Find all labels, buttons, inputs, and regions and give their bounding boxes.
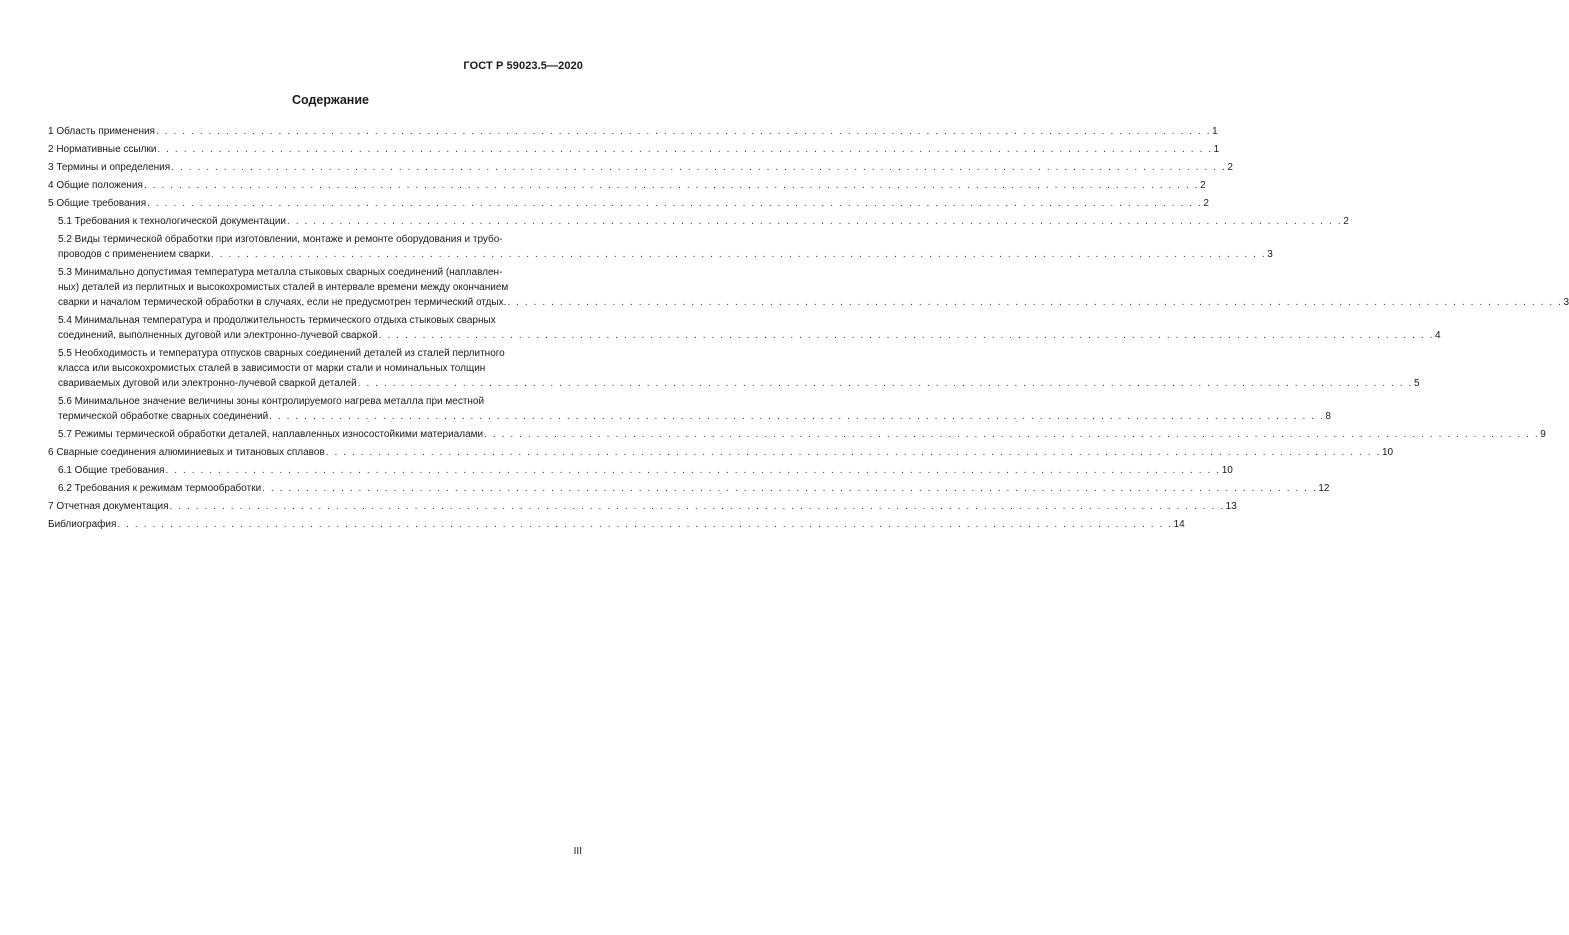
page-title: Содержание: [291, 93, 369, 107]
toc-page-number: 2: [1200, 180, 1206, 191]
dot-leader: . . . . . . . . . . . . . . . . . . . . . . . . . . . . . . . . . . . . . . . . . . . . . . . . . . . . . . . . . . . . . . . . . . . . . . . . . . . . . . . . . . . . . . . . . . . . . . . . . . . . . . . . . . . . . . . . . . . . . . . . .: [147, 198, 1203, 209]
dot-leader: . . . . . . . . . . . . . . . . . . . . . . . . . . . . . . . . . . . . . . . . . . . . . . . . . . . . . . . . . . . . . . . . . . . . . . . . . . . . . . . . . . . . . . . . . . . . . . . . . . . . . . . . . . . . . . . . . . . . . . . . .: [157, 144, 1213, 155]
toc-entry-title: 6.2 Требования к режимам термообработки: [58, 483, 262, 494]
toc-entry-lastline: [48, 142, 1220, 157]
toc-entry[interactable]: [48, 265, 1569, 310]
dot-leader: . . . . . . . . . . . . . . . . . . . . . . . . . . . . . . . . . . . . . . . . . . . . . . . . . . . . . . . . . . . . . . . . . . . . . . . . . . . . . . . . . . . . . . . . . . . . . . . . . . . . . . . . . . . . . . . . . . . . . . . . .: [155, 126, 1212, 137]
toc-entry[interactable]: [48, 178, 1206, 193]
toc-entry-title: 4 Общие положения: [48, 180, 143, 191]
toc-entry-lastline: [48, 196, 1209, 211]
toc-entry-lastline: [48, 499, 1237, 514]
dot-leader: . . . . . . . . . . . . . . . . . . . . . . . . . . . . . . . . . . . . . . . . . . . . . . . . . . . . . . . . . . . . . . . . . . . . . . . . . . . . . . . . . . . . . . . . . . . . . . . . . . . . . . . . . . . . . . . . . . . . . . . . .: [262, 483, 1318, 494]
dot-leader: . . . . . . . . . . . . . . . . . . . . . . . . . . . . . . . . . . . . . . . . . . . . . . . . . . . . . . . . . . . . . . . . . . . . . . . . . . . . . . . . . . . . . . . . . . . . . . . . . . . . . . . . . . . . . . . . . . . . . . . . .: [171, 162, 1227, 173]
toc-entry-title: сварки и началом термической обработки в случаях, если не предусмотрен термический отдых.: [58, 297, 507, 308]
toc-page-number: 3: [1267, 249, 1273, 260]
toc-entry[interactable]: [48, 313, 1441, 343]
toc-entry[interactable]: [48, 499, 1237, 514]
dot-leader: . . . . . . . . . . . . . . . . . . . . . . . . . . . . . . . . . . . . . . . . . . . . . . . . . . . . . . . . . . . . . . . . . . . . . . . . . . . . . . . . . . . . . . . . . . . . . . . . . . . . . . . . . . . . . . . . . . . . . . . . .: [507, 297, 1563, 308]
toc-entry-line: 5.2 Виды термической обработки при изготовлении, монтаже и ремонте оборудования и трубо-: [58, 234, 503, 245]
toc-entry-lastline: [58, 481, 1330, 496]
toc-entry[interactable]: [48, 427, 1546, 442]
dot-leader: . . . . . . . . . . . . . . . . . . . . . . . . . . . . . . . . . . . . . . . . . . . . . . . . . . . . . . . . . . . . . . . . . . . . . . . . . . . . . . . . . . . . . . . . . . . . . . . . . . . . . . . . . . . . . . . . . . . . . . . . .: [287, 216, 1343, 227]
toc-page-number: 2: [1227, 162, 1233, 173]
toc-page-number: 12: [1318, 483, 1330, 494]
dot-leader: . . . . . . . . . . . . . . . . . . . . . . . . . . . . . . . . . . . . . . . . . . . . . . . . . . . . . . . . . . . . . . . . . . . . . . . . . . . . . . . . . . . . . . . . . . . . . . . . . . . . . . . . . . . . . . . . . . . . . . . . .: [165, 465, 1221, 476]
toc-entry-title: 5.7 Режимы термической обработки деталей, наплавленных износостойкими материалами: [58, 429, 484, 440]
toc-entry-title: соединений, выполненных дуговой или электронно-лучевой сваркой: [58, 330, 378, 341]
toc-entry-lastline: [48, 124, 1218, 139]
toc-page-number: 1: [1213, 144, 1220, 155]
toc-entry-title: свариваемых дуговой или электронно-лучевой сваркой деталей: [58, 378, 357, 389]
table-of-contents: [48, 124, 1569, 535]
toc-page-number: 4: [1434, 330, 1441, 341]
toc-entry-title: 3 Термины и определения: [48, 162, 171, 173]
dot-leader: . . . . . . . . . . . . . . . . . . . . . . . . . . . . . . . . . . . . . . . . . . . . . . . . . . . . . . . . . . . . . . . . . . . . . . . . . . . . . . . . . . . . . . . . . . . . . . . . . . . . . . . . . . . . . . . . . . . . . . . . .: [143, 180, 1200, 191]
toc-page-number: 8: [1325, 411, 1331, 422]
dot-leader: . . . . . . . . . . . . . . . . . . . . . . . . . . . . . . . . . . . . . . . . . . . . . . . . . . . . . . . . . . . . . . . . . . . . . . . . . . . . . . . . . . . . . . . . . . . . . . . . . . . . . . . . . . . . . . . . . . . . . . . . .: [378, 330, 1434, 341]
dot-leader: . . . . . . . . . . . . . . . . . . . . . . . . . . . . . . . . . . . . . . . . . . . . . . . . . . . . . . . . . . . . . . . . . . . . . . . . . . . . . . . . . . . . . . . . . . . . . . . . . . . . . . . . . . . . . . . . . . . . . . . . .: [269, 411, 1325, 422]
toc-entry-title: 2 Нормативные ссылки: [48, 144, 157, 155]
toc-entry-title: Библиография: [48, 519, 117, 530]
toc-page-number: 3: [1563, 297, 1569, 308]
dot-leader: . . . . . . . . . . . . . . . . . . . . . . . . . . . . . . . . . . . . . . . . . . . . . . . . . . . . . . . . . . . . . . . . . . . . . . . . . . . . . . . . . . . . . . . . . . . . . . . . . . . . . . . . . . . . . . . . . . . . . . . . .: [211, 249, 1267, 260]
toc-entry-title: 1 Область применения: [48, 126, 155, 137]
toc-entry-title: термической обработке сварных соединений: [58, 411, 269, 422]
toc-entry-title: 5 Общие требования: [48, 198, 147, 209]
toc-entry-line: 5.3 Минимально допустимая температура металла стыковых сварных соединений (наплавлен-: [58, 267, 503, 278]
toc-entry[interactable]: [48, 124, 1218, 139]
toc-entry-lastline: [58, 295, 1569, 310]
toc-entry[interactable]: [48, 394, 1331, 424]
toc-entry-title: проводов с применением сварки: [58, 249, 211, 260]
toc-page-number: 9: [1540, 429, 1546, 440]
toc-entry-lastline: [48, 160, 1233, 175]
dot-leader: . . . . . . . . . . . . . . . . . . . . . . . . . . . . . . . . . . . . . . . . . . . . . . . . . . . . . . . . . . . . . . . . . . . . . . . . . . . . . . . . . . . . . . . . . . . . . . . . . . . . . . . . . . . . . . . . . . . . . . . . .: [484, 429, 1540, 440]
toc-entry-lastline: [58, 376, 1420, 391]
toc-entry[interactable]: [48, 517, 1185, 532]
dot-leader: . . . . . . . . . . . . . . . . . . . . . . . . . . . . . . . . . . . . . . . . . . . . . . . . . . . . . . . . . . . . . . . . . . . . . . . . . . . . . . . . . . . . . . . . . . . . . . . . . . . . . . . . . . . . . . . . . . . . . . . . .: [117, 519, 1173, 530]
toc-page-number: 5: [1413, 378, 1420, 389]
document-code: ГОСТ Р 59023.5—2020: [463, 60, 583, 72]
toc-entry-title: 5.1 Требования к технологической документации: [58, 216, 287, 227]
toc-entry-lastline: [58, 328, 1441, 343]
toc-page-number: 10: [1381, 447, 1394, 458]
toc-entry-lastline: [48, 445, 1394, 460]
toc-entry-title: 6.1 Общие требования: [58, 465, 165, 476]
toc-entry[interactable]: [48, 160, 1233, 175]
toc-entry-lastline: [58, 427, 1546, 442]
toc-entry-lastline: [48, 178, 1206, 193]
toc-entry-line: 5.5 Необходимость и температура отпусков сварных соединений деталей из сталей перлитного: [58, 348, 505, 359]
toc-entry[interactable]: [48, 463, 1233, 478]
dot-leader: . . . . . . . . . . . . . . . . . . . . . . . . . . . . . . . . . . . . . . . . . . . . . . . . . . . . . . . . . . . . . . . . . . . . . . . . . . . . . . . . . . . . . . . . . . . . . . . . . . . . . . . . . . . . . . . . . . . . . . . . .: [169, 501, 1225, 512]
page-number: III: [573, 846, 582, 857]
toc-page-number: 13: [1225, 501, 1237, 512]
toc-entry[interactable]: [48, 481, 1330, 496]
toc-entry-lastline: [48, 517, 1185, 532]
toc-entry[interactable]: [48, 346, 1420, 391]
dot-leader: . . . . . . . . . . . . . . . . . . . . . . . . . . . . . . . . . . . . . . . . . . . . . . . . . . . . . . . . . . . . . . . . . . . . . . . . . . . . . . . . . . . . . . . . . . . . . . . . . . . . . . . . . . . . . . . . . . . . . . . . .: [325, 447, 1381, 458]
toc-entry-line: 5.4 Минимальная температура и продолжительность термического отдыха стыковых сварных: [58, 315, 496, 326]
toc-page-number: 2: [1203, 198, 1209, 209]
toc-page-number: 14: [1173, 519, 1185, 530]
toc-entry[interactable]: [48, 445, 1394, 460]
toc-entry-line: класса или высокохромистых сталей в зависимости от марки стали и номинальных толщин: [58, 363, 486, 374]
toc-entry-line: 5.6 Минимальное значение величины зоны контролируемого нагрева металла при местной: [58, 396, 485, 407]
toc-entry-lastline: [58, 409, 1331, 424]
toc-entry-lastline: [58, 214, 1349, 229]
toc-entry-title: 6 Сварные соединения алюминиевых и титановых сплавов: [48, 447, 325, 458]
toc-entry[interactable]: [48, 232, 1273, 262]
toc-page-number: 1: [1212, 126, 1218, 137]
dot-leader: . . . . . . . . . . . . . . . . . . . . . . . . . . . . . . . . . . . . . . . . . . . . . . . . . . . . . . . . . . . . . . . . . . . . . . . . . . . . . . . . . . . . . . . . . . . . . . . . . . . . . . . . . . . . . . . . . . . . . . . . .: [357, 378, 1413, 389]
toc-page-number: 2: [1343, 216, 1349, 227]
toc-entry[interactable]: [48, 214, 1349, 229]
toc-entry-line: ных) деталей из перлитных и высокохромистых сталей в интервале времени между окончанием: [58, 282, 509, 293]
toc-entry-title: 7 Отчетная документация: [48, 501, 169, 512]
toc-entry[interactable]: [48, 196, 1209, 211]
toc-entry-lastline: [58, 463, 1233, 478]
toc-entry-lastline: [58, 247, 1273, 262]
toc-entry[interactable]: [48, 142, 1220, 157]
toc-page-number: 10: [1221, 465, 1233, 476]
